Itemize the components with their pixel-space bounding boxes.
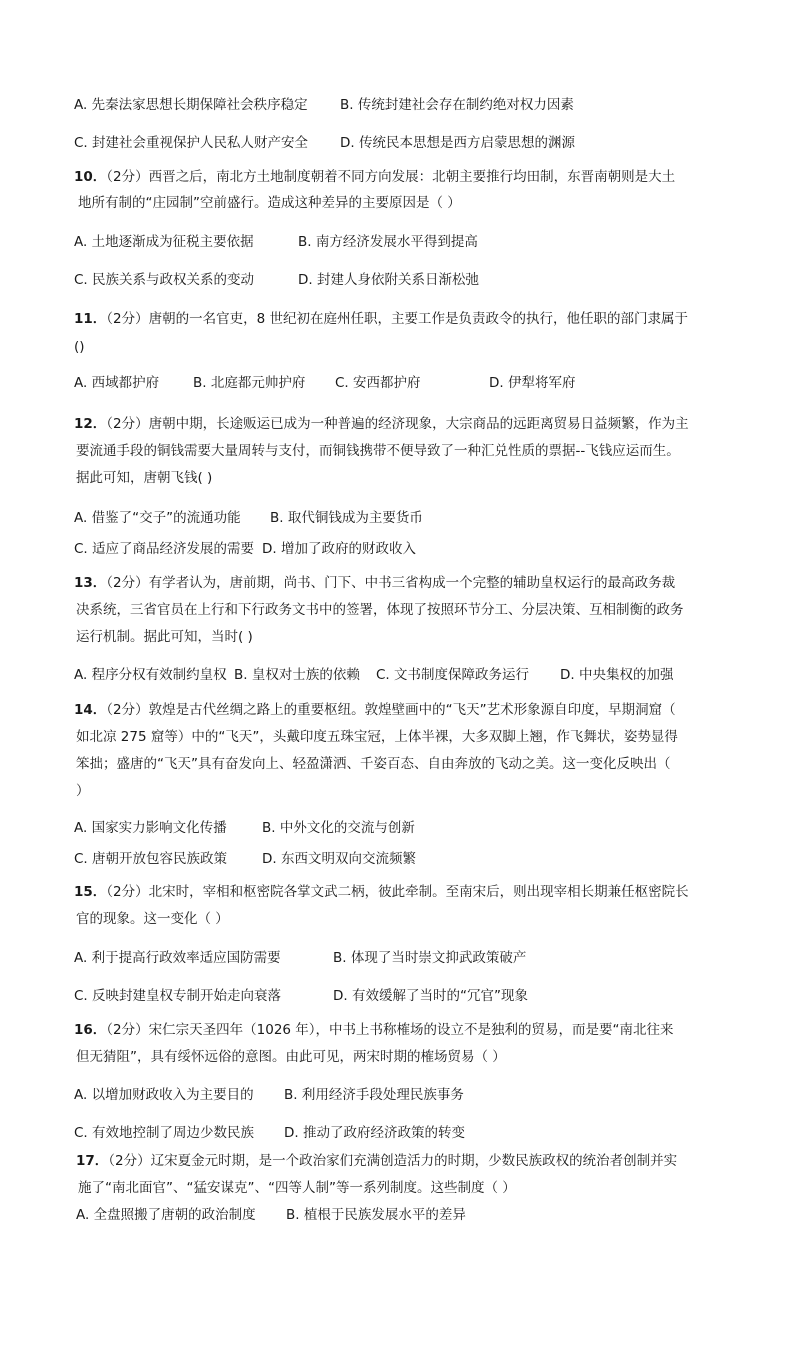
q10-option-c: C. 民族关系与政权关系的变动 [74,272,255,288]
q14-line-3: 笨拙；盛唐的“飞天”具有奋发向上、轻盈潇洒、千姿百态、自由奔放的飞动之美。这一变化反映出（ [76,756,671,772]
q14-stem-1: （2分）敦煌是古代丝绸之路上的重要枢纽。敦煌壁画中的“飞天”艺术形象源自印度，早期洞窟（ [106,702,676,718]
q11-stem-1: （2分）唐朝的一名官吏，8 世纪初在庭州任职，主要工作是负责政令的执行，他任职的部门隶属于 [106,311,689,327]
q13-option-b: B. 皇权对士族的依赖 [234,667,360,683]
q16-option-c: C. 有效地控制了周边少数民族 [74,1125,255,1141]
q12-option-b: B. 取代铜钱成为主要货币 [270,510,423,526]
q15-stem-1: （2分）北宋时，宰相和枢密院各掌文武二柄，彼此牵制。至南宋后，则出现宰相长期兼任枢密院长 [106,884,689,900]
q13-line-1 [74,573,675,593]
q9-option-b: B. 传统封建社会存在制约绝对权力因素 [340,97,574,113]
q10-option-d: D. 封建人身依附关系日渐松弛 [298,272,479,288]
q10-option-b: B. 南方经济发展水平得到提高 [298,234,478,250]
q15-option-b: B. 体现了当时崇文抑武政策破产 [333,950,527,966]
q14-option-c: C. 唐朝开放包容民族政策 [74,851,228,867]
q17-line-2: 施了“南北面官”、“猛安谋克”、“四等人制”等一系列制度。这些制度（ ） [78,1180,516,1196]
q13-option-a: A. 程序分权有效制约皇权 [74,667,227,683]
q9-option-c: C. 封建社会重视保护人民私人财产安全 [74,135,309,151]
q16-number: 16． [74,1022,107,1038]
q12-option-c: C. 适应了商品经济发展的需要 [74,541,255,557]
q15-option-c: C. 反映封建皇权专制开始走向衰落 [74,988,282,1004]
q16-line-2: 但无猜阻”，具有绥怀远俗的意图。由此可见，两宋时期的榷场贸易（ ） [76,1049,506,1065]
q11-line-2: () [74,339,85,355]
q14-number: 14． [74,702,107,718]
q17-option-a: A. 全盘照搬了唐朝的政治制度 [76,1207,256,1223]
q11-option-d: D. 伊犁将军府 [489,375,576,391]
q13-option-d: D. 中央集权的加强 [560,667,674,683]
q15-line-1 [74,882,689,902]
q15-option-d: D. 有效缓解了当时的“冗官”现象 [333,988,528,1004]
q17-number: 17． [76,1153,109,1169]
q11-option-b: B. 北庭都元帅护府 [193,375,306,391]
q16-stem-1: （2分）宋仁宗天圣四年（1026 年），中书上书称榷场的设立不是独利的贸易，而是要“南北往来 [106,1022,674,1038]
q9-option-d: D. 传统民本思想是西方启蒙思想的渊源 [340,135,575,151]
q12-option-a: A. 借鉴了“交子”的流通功能 [74,510,241,526]
q14-option-d: D. 东西文明双向交流频繁 [262,851,416,867]
q12-line-3: 据此可知，唐朝飞钱( ) [76,470,213,486]
q16-line-1 [74,1020,674,1040]
q11-number: 11． [74,311,107,327]
q14-line-4: ） [76,783,90,799]
q10-stem-1: （2分）西晋之后，南北方土地制度朝着不同方向发展：北朝主要推行均田制，东晋南朝则是大土 [106,169,676,185]
q10-option-a: A. 土地逐渐成为征税主要依据 [74,234,254,250]
q15-number: 15． [74,884,107,900]
q16-option-b: B. 利用经济手段处理民族事务 [284,1087,464,1103]
q11-option-a: A. 西域都护府 [74,375,160,391]
q10-number: 10． [74,169,107,185]
q15-option-a: A. 利于提高行政效率适应国防需要 [74,950,281,966]
q12-line-1 [74,414,689,434]
q16-option-a: A. 以增加财政收入为主要目的 [74,1087,254,1103]
q13-line-2: 决系统，三省官员在上行和下行政务文书中的签署，体现了按照环节分工、分层决策、互相制衡的政务 [76,602,684,618]
q12-option-d: D. 增加了政府的财政收入 [262,541,416,557]
q13-number: 13． [74,575,107,591]
q9-option-a: A. 先秦法家思想长期保障社会秩序稳定 [74,97,308,113]
q17-line-1 [76,1151,677,1171]
q12-stem-1: （2分）唐朝中期，长途贩运已成为一种普遍的经济现象，大宗商品的远距离贸易日益频繁，作为主 [106,416,689,432]
q14-option-b: B. 中外文化的交流与创新 [262,820,415,836]
q17-stem-1: （2分）辽宋夏金元时期，是一个政治家们充满创造活力的时期，少数民族政权的统治者创制并实 [108,1153,678,1169]
q12-number: 12． [74,416,107,432]
q10-line-2: 地所有制的“庄园制”空前盛行。造成这种差异的主要原因是（ ） [78,195,461,211]
q13-stem-1: （2分）有学者认为，唐前期，尚书、门下、中书三省构成一个完整的辅助皇权运行的最高政务裁 [106,575,676,591]
q12-line-2: 要流通手段的铜钱需要大量周转与支付，而铜钱携带不便导致了一种汇兑性质的票据--飞钱应运而生。 [76,443,680,459]
q16-option-d: D. 推动了政府经济政策的转变 [284,1125,465,1141]
q15-line-2: 官的现象。这一变化（ ） [76,911,229,927]
q13-option-c: C. 文书制度保障政务运行 [376,667,530,683]
q14-line-1 [74,700,676,720]
q13-line-3: 运行机制。据此可知，当时( ) [76,629,253,645]
q10-line-1 [74,167,675,187]
q11-line-1 [74,309,688,329]
q11-option-c: C. 安西都护府 [335,375,421,391]
q14-line-2: 如北凉 275 窟等）中的“飞天”，头戴印度五珠宝冠，上体半裸，大多双脚上翘，作飞舞状，姿势显得 [76,729,678,745]
q14-option-a: A. 国家实力影响文化传播 [74,820,227,836]
q17-option-b: B. 植根于民族发展水平的差异 [286,1207,466,1223]
